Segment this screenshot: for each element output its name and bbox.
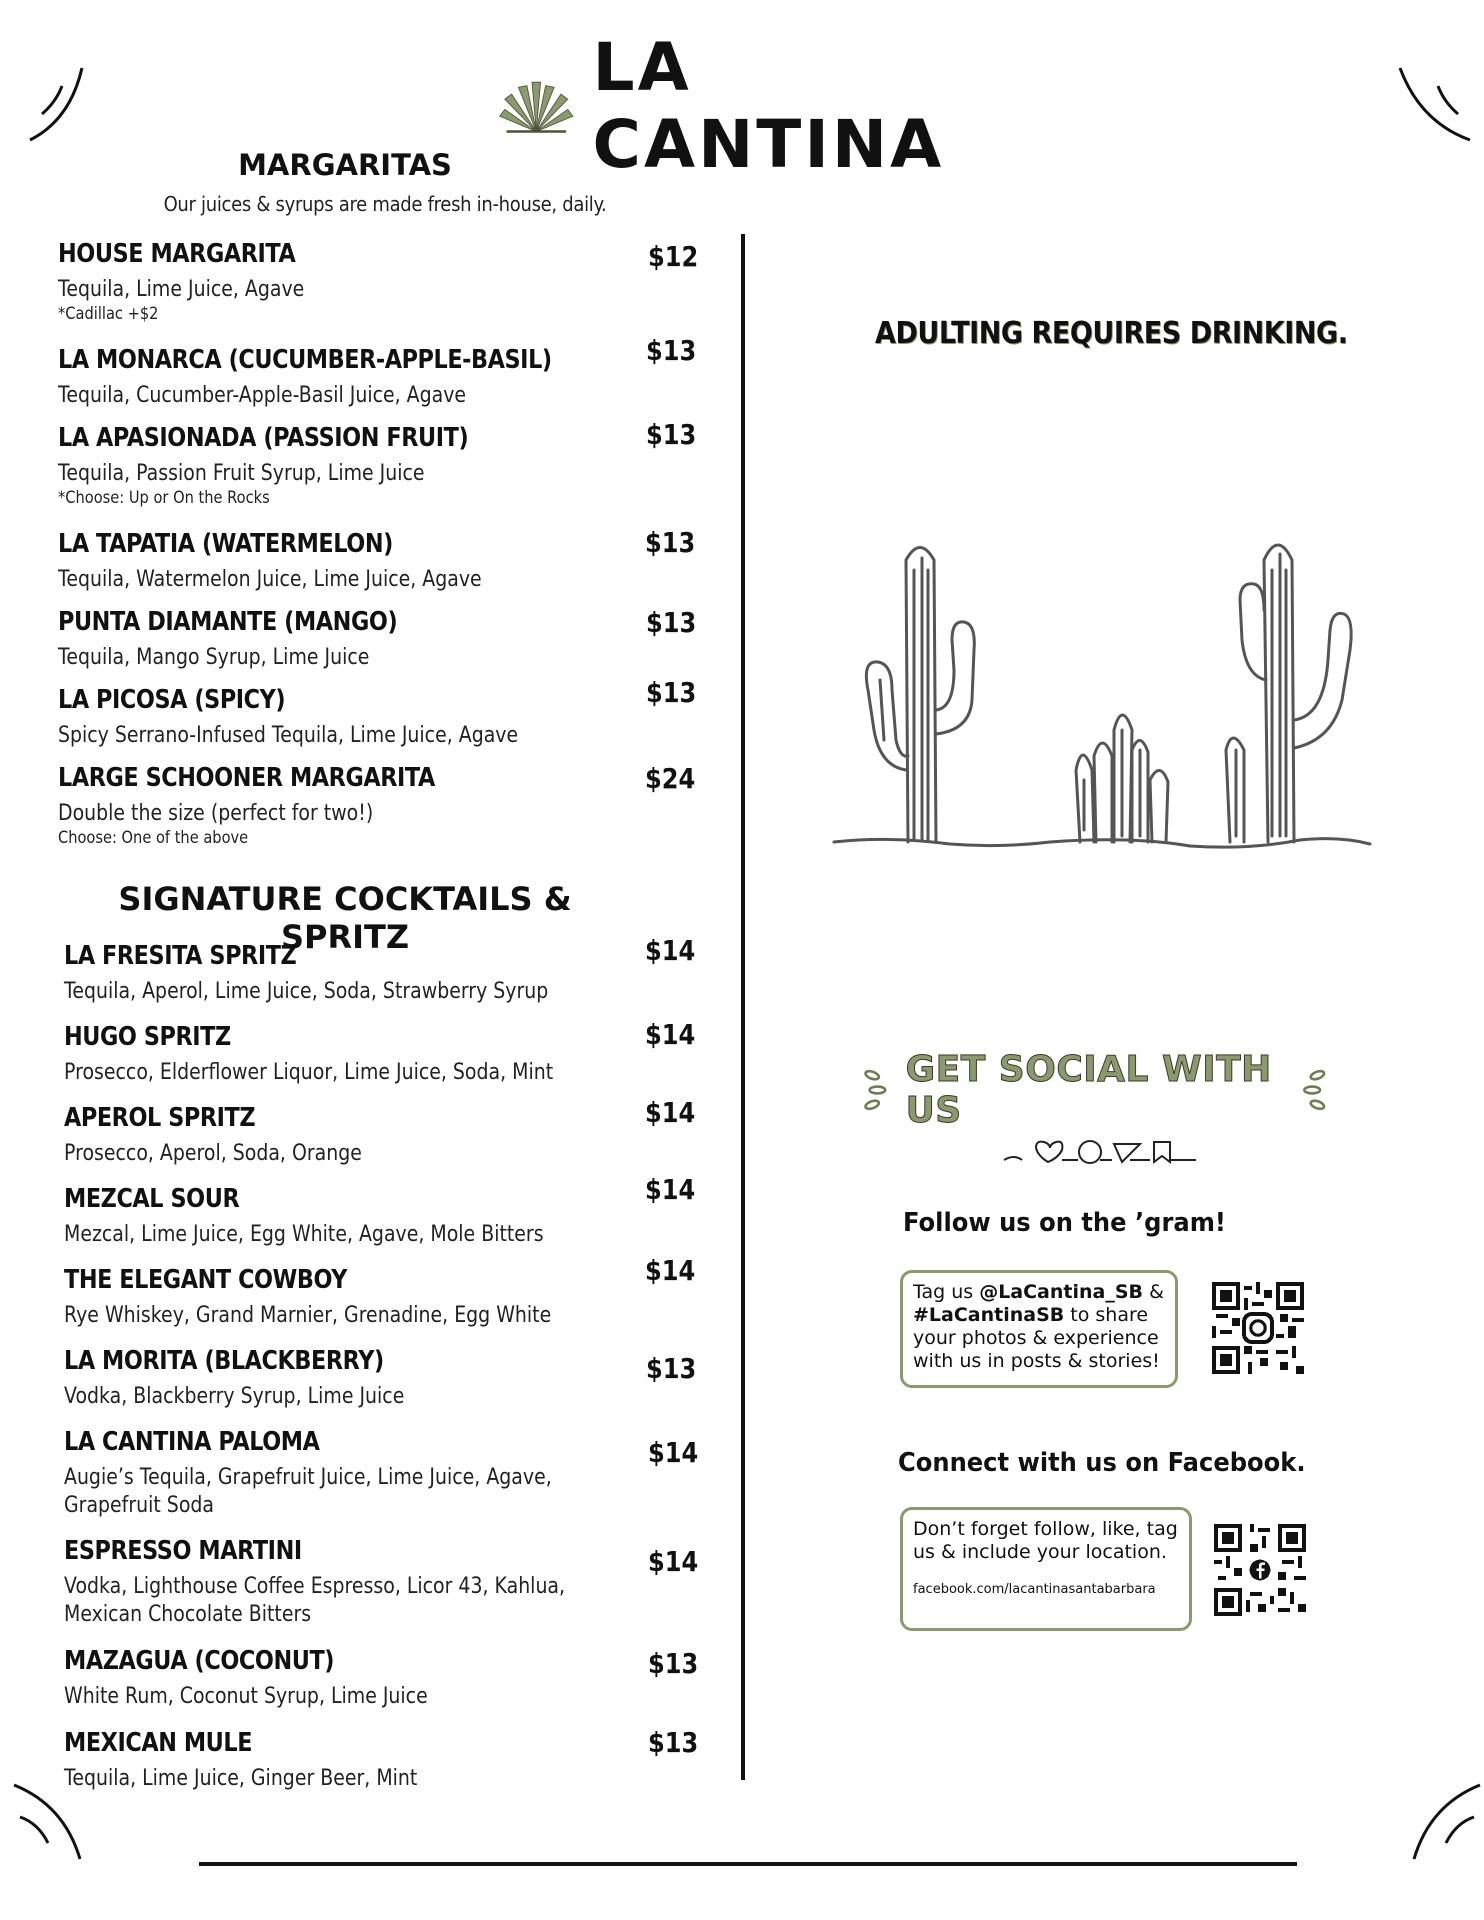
item-desc: Tequila, Lime Juice, Ginger Beer, Mint — [64, 1766, 418, 1791]
menu-item — [58, 238, 698, 324]
item-name: LA APASIONADA (PASSION FRUIT) — [58, 423, 469, 453]
menu-item — [58, 422, 698, 508]
item-desc: Tequila, Aperol, Lime Juice, Soda, Strawberry Syrup — [64, 979, 549, 1004]
bookmark-icon — [1154, 1142, 1170, 1162]
item-name: LA MORITA (BLACKBERRY) — [64, 1346, 384, 1376]
item-price: $13 — [646, 334, 697, 367]
brand-name: LA CANTINA — [592, 29, 945, 183]
bottom-rule — [199, 1862, 1297, 1866]
item-name: LA PICOSA (SPICY) — [58, 685, 286, 715]
item-name: MEZCAL SOUR — [64, 1184, 240, 1214]
item-desc: Vodka, Lighthouse Coffee Espresso, Licor 43, Kahlua, Mexican Chocolate Bitters — [64, 1574, 566, 1627]
instagram-hashtag[interactable]: #LaCantinaSB — [913, 1304, 1065, 1326]
facebook-qr-code[interactable] — [1214, 1524, 1306, 1616]
item-price: $24 — [645, 762, 696, 795]
item-desc: Tequila, Lime Juice, Agave — [58, 277, 305, 302]
social-title: GET SOCIAL WITH US — [905, 1049, 1272, 1131]
instagram-text-pre: Tag us — [913, 1281, 980, 1303]
item-name: LA MONARCA (CUCUMBER-APPLE-BASIL) — [58, 345, 552, 375]
corner-swoosh-bottom-right — [1396, 1775, 1484, 1865]
corner-swoosh-top-right — [1390, 60, 1480, 150]
item-desc: Prosecco, Elderflower Liquor, Lime Juice, Soda, Mint — [64, 1060, 554, 1085]
facebook-text: Don’t forget follow, like, tag us & include your location. — [913, 1518, 1178, 1563]
item-price: $14 — [648, 1545, 699, 1578]
item-name: HOUSE MARGARITA — [58, 239, 296, 269]
menu-item — [64, 1102, 704, 1168]
menu-item — [58, 528, 698, 594]
item-desc: Tequila, Mango Syrup, Lime Juice — [58, 645, 370, 670]
menu-item — [58, 606, 698, 672]
corner-swoosh-top-left — [20, 60, 110, 150]
item-note: Choose: One of the above — [58, 828, 249, 848]
menu-item — [64, 1345, 704, 1411]
menu-item — [64, 1183, 704, 1249]
item-desc: Tequila, Cucumber-Apple-Basil Juice, Agave — [58, 383, 467, 408]
heart-icon — [1036, 1142, 1062, 1162]
item-desc: White Rum, Coconut Syrup, Lime Juice — [64, 1684, 428, 1709]
item-name: LARGE SCHOONER MARGARITA — [58, 763, 435, 793]
item-desc: Rye Whiskey, Grand Marnier, Grenadine, Egg White — [64, 1303, 552, 1328]
item-price: $14 — [648, 1436, 699, 1469]
logo — [498, 29, 998, 183]
instagram-qr-code[interactable] — [1212, 1282, 1304, 1374]
item-price: $14 — [645, 1254, 696, 1287]
sparkle-right-icon — [1300, 1063, 1330, 1117]
facebook-url[interactable]: facebook.com/lacantinasantabarbara — [913, 1582, 1156, 1597]
agave-icon — [498, 70, 575, 142]
item-name: LA FRESITA SPRITZ — [64, 941, 297, 971]
item-price: $13 — [645, 526, 696, 559]
item-price: $14 — [645, 934, 696, 967]
instagram-handle[interactable]: @LaCantina_SB — [979, 1281, 1144, 1303]
menu-item — [64, 1645, 704, 1711]
margaritas-subtitle: Our juices & syrups are made fresh in-house, daily. — [163, 192, 607, 216]
item-note: *Cadillac +$2 — [58, 304, 159, 324]
item-desc: Tequila, Watermelon Juice, Lime Juice, Agave — [58, 567, 482, 592]
comment-icon — [1079, 1141, 1101, 1163]
item-price: $14 — [645, 1018, 696, 1051]
menu-item — [58, 684, 698, 750]
item-price: $13 — [648, 1726, 699, 1759]
instagram-heading: Follow us on the ’gram! — [903, 1208, 1226, 1238]
instagram-text-post: to share your photos & experience with us in posts & stories! — [913, 1304, 1160, 1372]
item-desc: Spicy Serrano-Infused Tequila, Lime Juice, Agave — [58, 723, 519, 748]
item-name: MAZAGUA (COCONUT) — [64, 1646, 335, 1676]
item-price: $14 — [645, 1173, 696, 1206]
item-price: $13 — [646, 1352, 697, 1385]
facebook-heading: Connect with us on Facebook. — [898, 1448, 1306, 1478]
item-price: $13 — [646, 418, 697, 451]
item-name: HUGO SPRITZ — [64, 1022, 231, 1052]
social-heading — [860, 1049, 1330, 1131]
item-name: PUNTA DIAMANTE (MANGO) — [58, 607, 398, 637]
item-note: *Choose: Up or On the Rocks — [58, 488, 270, 508]
menu-item — [64, 1264, 704, 1330]
item-desc: Augie’s Tequila, Grapefruit Juice, Lime Juice, Agave, Grapefruit Soda — [64, 1465, 552, 1518]
column-divider — [741, 234, 745, 1780]
item-price: $14 — [645, 1096, 696, 1129]
item-name: ESPRESSO MARTINI — [64, 1536, 302, 1566]
menu-item — [64, 1426, 704, 1520]
cactus-illustration — [830, 530, 1375, 860]
menu-item — [64, 940, 704, 1006]
menu-item — [64, 1021, 704, 1087]
item-price: $12 — [648, 240, 699, 273]
item-price: $13 — [646, 606, 697, 639]
item-desc: Tequila, Passion Fruit Syrup, Lime Juice — [58, 461, 425, 486]
instagram-text-mid: & — [1143, 1281, 1164, 1303]
menu-item — [58, 344, 698, 410]
instagram-info-box — [900, 1270, 1178, 1388]
item-name: APEROL SPRITZ — [64, 1103, 256, 1133]
item-desc: Double the size (perfect for two!) — [58, 801, 374, 826]
menu-item — [64, 1535, 704, 1629]
item-name: LA TAPATIA (WATERMELON) — [58, 529, 393, 559]
item-name: THE ELEGANT COWBOY — [64, 1265, 348, 1295]
item-price: $13 — [646, 676, 697, 709]
margaritas-title: MARGARITAS — [238, 148, 452, 182]
item-name: LA CANTINA PALOMA — [64, 1427, 320, 1457]
social-icons-doodle — [1000, 1130, 1200, 1170]
menu-item — [64, 1727, 704, 1793]
facebook-info-box — [900, 1507, 1192, 1631]
item-desc: Vodka, Blackberry Syrup, Lime Juice — [64, 1384, 405, 1409]
item-desc: Mezcal, Lime Juice, Egg White, Agave, Mole Bitters — [64, 1222, 544, 1247]
menu-item — [58, 762, 698, 848]
sparkle-left-icon — [860, 1063, 890, 1117]
item-name: MEXICAN MULE — [64, 1728, 253, 1758]
item-price: $13 — [648, 1647, 699, 1680]
item-desc: Prosecco, Aperol, Soda, Orange — [64, 1141, 362, 1166]
signature-title: SIGNATURE COCKTAILS & SPRITZ — [118, 880, 572, 956]
slogan: ADULTING REQUIRES DRINKING. — [875, 316, 1348, 351]
